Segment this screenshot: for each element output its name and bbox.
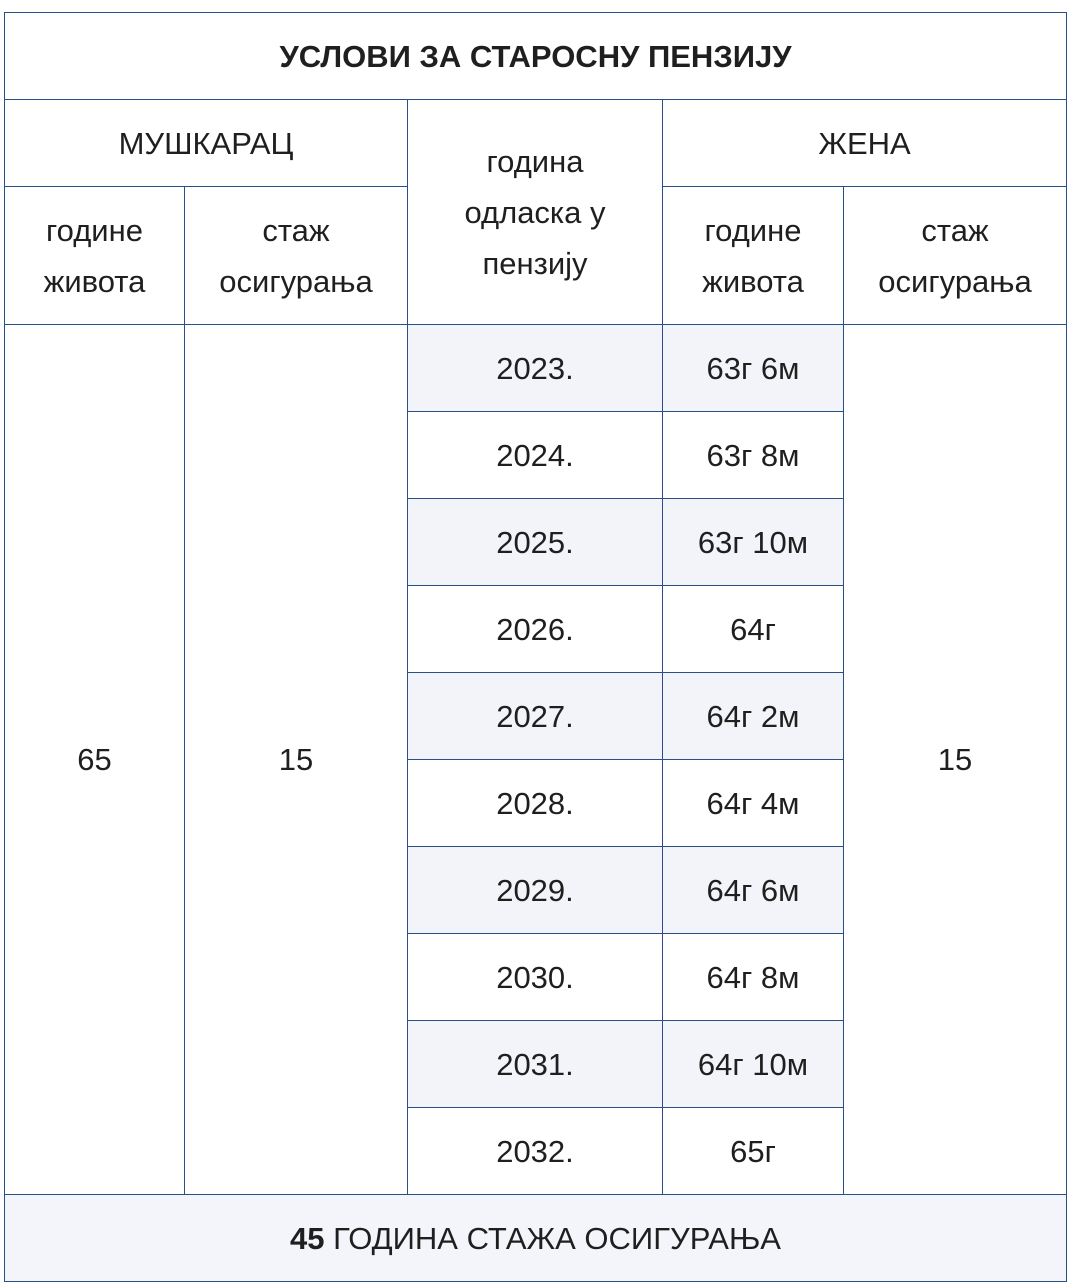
women-age-cell: 65г xyxy=(663,1108,844,1195)
women-service-value: 15 xyxy=(844,325,1067,1195)
women-age-cell: 64г 4м xyxy=(663,760,844,847)
year-cell: 2028. xyxy=(408,760,663,847)
year-cell: 2025. xyxy=(408,499,663,586)
women-age-cell: 64г 6м xyxy=(663,847,844,934)
women-age-header: године живота xyxy=(663,187,844,325)
women-age-cell: 64г xyxy=(663,586,844,673)
year-cell: 2027. xyxy=(408,673,663,760)
women-header: ЖЕНА xyxy=(663,100,1067,187)
footer-text: ГОДИНА СТАЖА ОСИГУРАЊА xyxy=(324,1220,781,1256)
header-row-1 xyxy=(5,100,1067,187)
women-age-cell: 64г 2м xyxy=(663,673,844,760)
pension-conditions-table-frame xyxy=(4,12,1066,1278)
women-age-cell: 63г 8м xyxy=(663,412,844,499)
year-cell: 2031. xyxy=(408,1021,663,1108)
women-age-cell: 63г 10м xyxy=(663,499,844,586)
year-cell: 2029. xyxy=(408,847,663,934)
women-service-header: стаж осигурања xyxy=(844,187,1067,325)
pension-conditions-table xyxy=(4,12,1067,1282)
year-cell: 2032. xyxy=(408,1108,663,1195)
year-cell: 2026. xyxy=(408,586,663,673)
men-age-value: 65 xyxy=(5,325,185,1195)
title-row xyxy=(5,13,1067,100)
year-cell: 2024. xyxy=(408,412,663,499)
table-row xyxy=(5,325,1067,412)
year-cell: 2023. xyxy=(408,325,663,412)
footer-number: 45 xyxy=(290,1220,325,1256)
women-age-cell: 64г 8м xyxy=(663,934,844,1021)
men-service-header: стаж осигурања xyxy=(185,187,408,325)
footer-cell xyxy=(5,1195,1067,1282)
table-title: УСЛОВИ ЗА СТАРОСНУ ПЕНЗИЈУ xyxy=(5,13,1067,100)
footer-row xyxy=(5,1195,1067,1282)
year-cell: 2030. xyxy=(408,934,663,1021)
women-age-cell: 64г 10м xyxy=(663,1021,844,1108)
year-column-header: година одласка у пензију xyxy=(408,100,663,325)
women-age-cell: 63г 6м xyxy=(663,325,844,412)
men-age-header: године живота xyxy=(5,187,185,325)
men-service-value: 15 xyxy=(185,325,408,1195)
men-header: МУШКАРАЦ xyxy=(5,100,408,187)
